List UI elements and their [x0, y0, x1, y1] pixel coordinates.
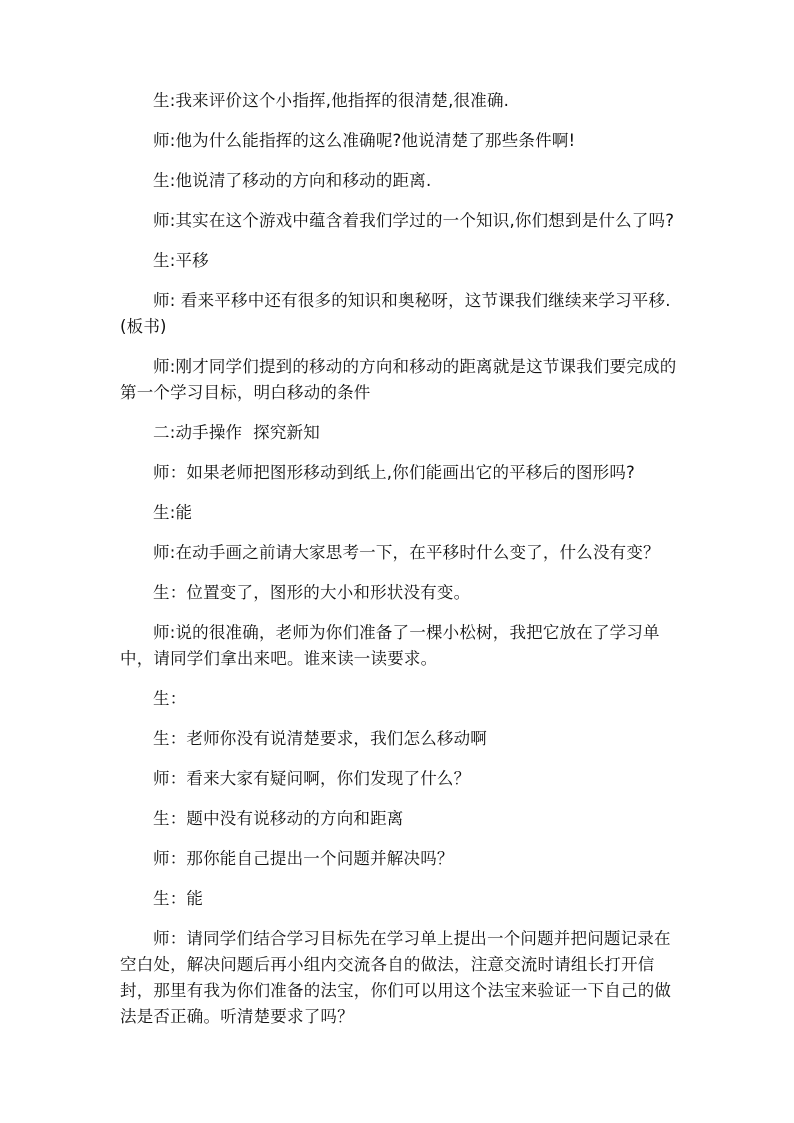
paragraph: 师:刚才同学们提到的移动的方向和移动的距离就是这节课我们要完成的第一个学习目标，明白移动的条件: [120, 357, 677, 402]
paragraph: 生：题中没有说移动的方向和距离: [153, 809, 404, 828]
paragraph: 师：如果老师把图形移动到纸上,你们能画出它的平移后的图形吗?: [153, 463, 636, 482]
paragraph: 师:其实在这个游戏中蕴含着我们学过的一个知识,你们想到是什么了吗?: [153, 211, 675, 230]
paragraph: 生:平移: [153, 251, 209, 270]
paragraph: 师：那你能自己提出一个问题并解决吗？: [153, 849, 454, 868]
paragraph: 师：请同学们结合学习目标先在学习单上提出一个问题并把问题记录在空白处，解决问题后再小组内交流各自的做法，注意交流时请组长打开信封，那里有我为你们准备的法宝，你们可以用这个法宝来验证一下自己的做法是否正确。听清楚要求了吗？: [120, 929, 672, 1026]
paragraph: 生:我来评价这个小指挥,他指挥的很清楚,很准确.: [153, 91, 510, 110]
section-heading: 二:动手操作 探究新知: [153, 423, 320, 442]
paragraph: 师:说的很准确，老师为你们准备了一棵小松树，我把它放在了学习单中，请同学们拿出来吧。谁来读一读要求。: [120, 623, 660, 668]
paragraph: 生：老师你没有说清楚要求，我们怎么移动啊: [153, 729, 487, 748]
paragraph: 师:他为什么能指挥的这么准确呢?他说清楚了那些条件啊!: [153, 131, 576, 150]
paragraph: 师：看来大家有疑问啊，你们发现了什么？: [153, 769, 471, 788]
paragraph: 生：: [153, 689, 187, 708]
document-body: [120, 88, 680, 1044]
paragraph: 生：位置变了，图形的大小和形状没有变。: [153, 583, 471, 602]
paragraph: 师: 看来平移中还有很多的知识和奥秘呀，这节课我们继续来学习平移.(板书): [120, 291, 671, 336]
paragraph: 生：能: [153, 889, 204, 908]
paragraph: 生:他说清了移动的方向和移动的距离.: [153, 171, 432, 190]
paragraph: 师:在动手画之前请大家思考一下，在平移时什么变了，什么没有变？: [153, 543, 660, 562]
paragraph: 生:能: [153, 503, 193, 522]
